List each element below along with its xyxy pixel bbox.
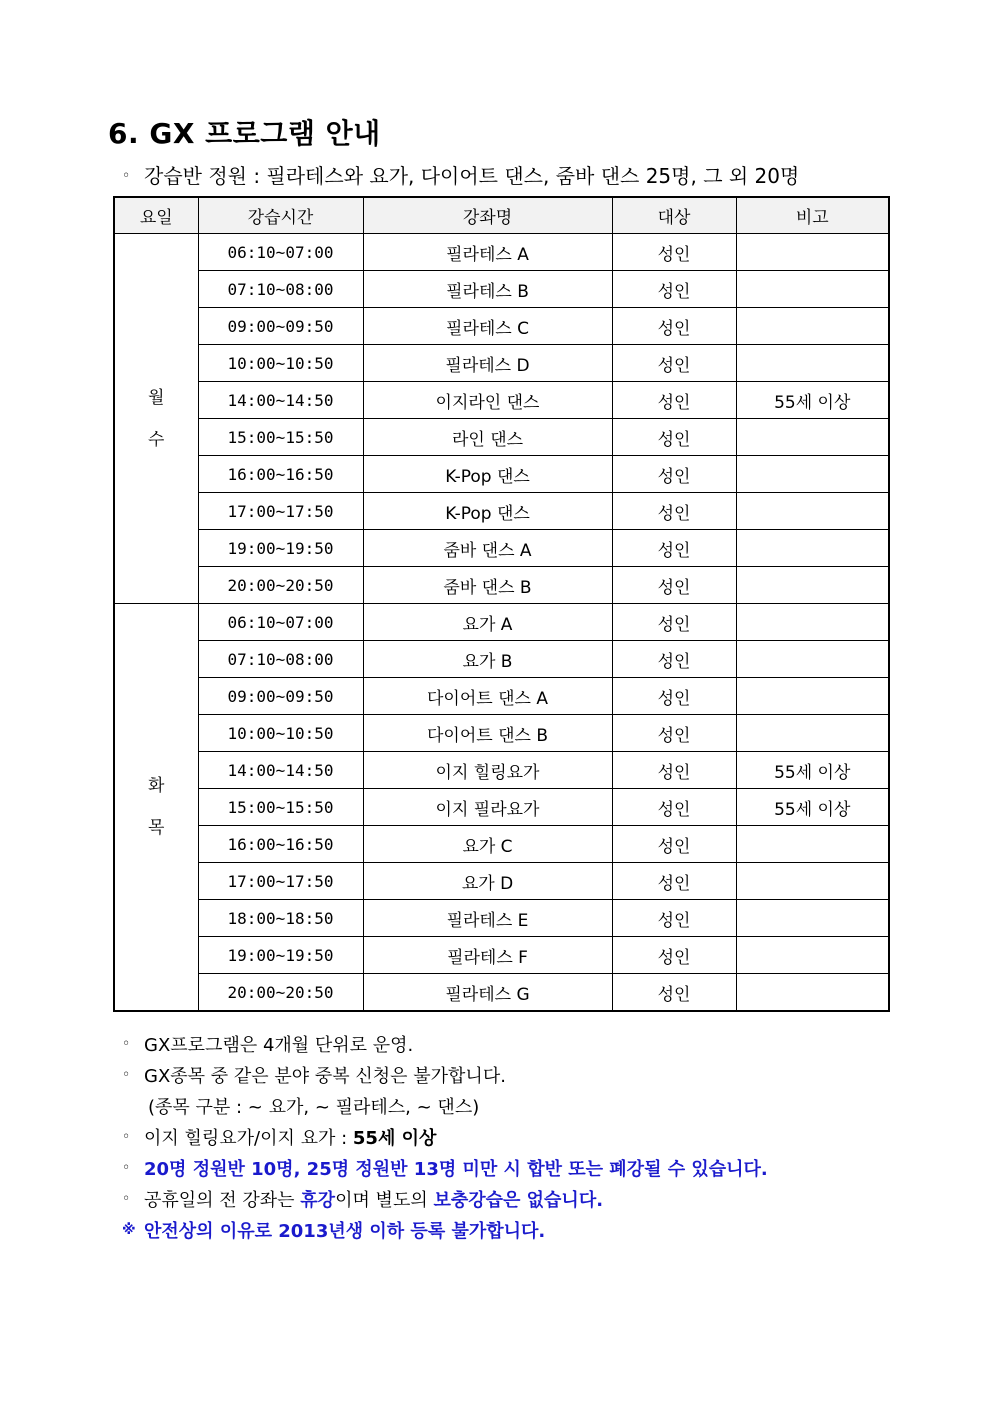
- note-emphasis-text: 휴강: [300, 1190, 336, 1211]
- table-row: [114, 974, 889, 1012]
- target-cell: 성인: [612, 641, 736, 678]
- note-cell: [736, 826, 889, 863]
- note-cell: [736, 900, 889, 937]
- target-cell: 성인: [612, 345, 736, 382]
- time-cell: 07:10~08:00: [198, 271, 363, 308]
- target-cell: 성인: [612, 382, 736, 419]
- day-cell: [114, 604, 198, 1012]
- target-cell: 성인: [612, 271, 736, 308]
- note-cell: [736, 937, 889, 974]
- table-row: [114, 715, 889, 752]
- note-text: 이며 별도의: [335, 1190, 434, 1211]
- note-text: 이지 힐링요가/이지 요가 :: [144, 1128, 353, 1149]
- note-emphasis-text: 보충강습은 없습니다.: [433, 1190, 604, 1211]
- target-cell: 성인: [612, 900, 736, 937]
- bullet-icon: ◦: [122, 167, 131, 184]
- time-cell: 16:00~16:50: [198, 456, 363, 493]
- bullet-icon: ◦: [122, 1128, 131, 1145]
- time-cell: 10:00~10:50: [198, 345, 363, 382]
- bullet-icon: ◦: [122, 1190, 131, 1207]
- note-item: [122, 1154, 768, 1185]
- time-cell: 09:00~09:50: [198, 678, 363, 715]
- target-cell: 성인: [612, 974, 736, 1012]
- time-cell: 18:00~18:50: [198, 900, 363, 937]
- warning-note: [122, 1216, 768, 1247]
- note-cell: [736, 271, 889, 308]
- time-cell: 06:10~07:00: [198, 234, 363, 271]
- course-cell: 요가 D: [363, 863, 612, 900]
- time-cell: 14:00~14:50: [198, 382, 363, 419]
- note-cell: [736, 345, 889, 382]
- target-cell: 성인: [612, 419, 736, 456]
- table-row: [114, 382, 889, 419]
- target-cell: 성인: [612, 937, 736, 974]
- header-time: 강습시간: [198, 197, 363, 234]
- target-cell: 성인: [612, 567, 736, 604]
- note-item: [122, 1092, 768, 1123]
- table-row: [114, 900, 889, 937]
- capacity-text: 강습반 정원 : 필라테스와 요가, 다이어트 댄스, 줌바 댄스 25명, 그 외 20명: [144, 164, 800, 188]
- target-cell: 성인: [612, 308, 736, 345]
- note-item: [122, 1030, 768, 1061]
- table-row: [114, 345, 889, 382]
- course-cell: 필라테스 F: [363, 937, 612, 974]
- table-row: [114, 604, 889, 641]
- header-target: 대상: [612, 197, 736, 234]
- bullet-icon: ◦: [122, 1066, 131, 1083]
- time-cell: 20:00~20:50: [198, 974, 363, 1012]
- time-cell: 15:00~15:50: [198, 789, 363, 826]
- course-cell: 라인 댄스: [363, 419, 612, 456]
- target-cell: 성인: [612, 678, 736, 715]
- note-text: 공휴일의 전 강좌는: [144, 1190, 301, 1211]
- course-cell: 줌바 댄스 A: [363, 530, 612, 567]
- note-item: [122, 1123, 768, 1154]
- capacity-line: [122, 160, 799, 189]
- target-cell: 성인: [612, 826, 736, 863]
- time-cell: 10:00~10:50: [198, 715, 363, 752]
- note-cell: [736, 641, 889, 678]
- time-cell: 20:00~20:50: [198, 567, 363, 604]
- time-cell: 17:00~17:50: [198, 493, 363, 530]
- course-cell: 필라테스 C: [363, 308, 612, 345]
- note-cell: [736, 567, 889, 604]
- table-row: [114, 456, 889, 493]
- time-cell: 16:00~16:50: [198, 826, 363, 863]
- time-cell: 09:00~09:50: [198, 308, 363, 345]
- table-row: [114, 493, 889, 530]
- target-cell: 성인: [612, 863, 736, 900]
- time-cell: 19:00~19:50: [198, 937, 363, 974]
- time-cell: 14:00~14:50: [198, 752, 363, 789]
- note-item: [122, 1061, 768, 1092]
- note-text: GX종목 중 같은 분야 중복 신청은 불가합니다.: [144, 1066, 506, 1087]
- course-cell: 다이어트 댄스 B: [363, 715, 612, 752]
- bullet-icon: ◦: [122, 1035, 131, 1052]
- course-cell: 필라테스 G: [363, 974, 612, 1012]
- schedule-body: [114, 234, 889, 1012]
- course-cell: 이지 필라요가: [363, 789, 612, 826]
- course-cell: 이지 힐링요가: [363, 752, 612, 789]
- note-cell: [736, 715, 889, 752]
- schedule-table: [113, 196, 890, 1012]
- table-row: [114, 937, 889, 974]
- day-label: 화: [148, 776, 165, 796]
- day-label: 월: [148, 387, 165, 408]
- time-cell: 06:10~07:00: [198, 604, 363, 641]
- day-label: 수: [148, 429, 165, 450]
- page-title: 6. GX 프로그램 안내: [108, 117, 381, 150]
- note-cell: [736, 234, 889, 271]
- target-cell: 성인: [612, 789, 736, 826]
- note-cell: [736, 863, 889, 900]
- table-row: [114, 752, 889, 789]
- notes-section: [122, 1030, 768, 1247]
- target-cell: 성인: [612, 456, 736, 493]
- target-cell: 성인: [612, 715, 736, 752]
- time-cell: 19:00~19:50: [198, 530, 363, 567]
- note-cell: [736, 456, 889, 493]
- table-header-row: [114, 197, 889, 234]
- note-text: GX프로그램은 4개월 단위로 운영.: [144, 1035, 414, 1056]
- note-cell: [736, 678, 889, 715]
- note-emphasis-text: 20명 정원반 10명, 25명 정원반 13명 미만 시 합반 또는 폐강될 수 있습니다.: [144, 1159, 768, 1180]
- note-text: (종목 구분 : ~ 요가, ~ 필라테스, ~ 댄스): [148, 1097, 480, 1118]
- note-cell: [736, 308, 889, 345]
- note-cell: [736, 530, 889, 567]
- target-cell: 성인: [612, 493, 736, 530]
- bullet-icon: ◦: [122, 1159, 131, 1176]
- course-cell: 줌바 댄스 B: [363, 567, 612, 604]
- note-cell: 55세 이상: [736, 752, 889, 789]
- course-cell: 필라테스 B: [363, 271, 612, 308]
- time-cell: 15:00~15:50: [198, 419, 363, 456]
- table-row: [114, 863, 889, 900]
- note-cell: [736, 974, 889, 1012]
- course-cell: 필라테스 A: [363, 234, 612, 271]
- course-cell: 요가 B: [363, 641, 612, 678]
- target-cell: 성인: [612, 530, 736, 567]
- note-bold-text: 55세 이상: [352, 1128, 437, 1149]
- course-cell: 필라테스 E: [363, 900, 612, 937]
- time-cell: 17:00~17:50: [198, 863, 363, 900]
- table-row: [114, 641, 889, 678]
- header-course: 강좌명: [363, 197, 612, 234]
- header-note: 비고: [736, 197, 889, 234]
- course-cell: K-Pop 댄스: [363, 493, 612, 530]
- header-day: 요일: [114, 197, 198, 234]
- warning-text: 안전상의 이유로 2013년생 이하 등록 불가합니다.: [144, 1221, 546, 1242]
- table-row: [114, 271, 889, 308]
- day-cell: [114, 234, 198, 604]
- course-cell: 이지라인 댄스: [363, 382, 612, 419]
- course-cell: 다이어트 댄스 A: [363, 678, 612, 715]
- table-row: [114, 678, 889, 715]
- table-row: [114, 419, 889, 456]
- time-cell: 07:10~08:00: [198, 641, 363, 678]
- note-item: [122, 1185, 768, 1216]
- table-row: [114, 826, 889, 863]
- note-cell: [736, 419, 889, 456]
- note-cell: [736, 604, 889, 641]
- table-row: [114, 789, 889, 826]
- course-cell: 필라테스 D: [363, 345, 612, 382]
- note-cell: 55세 이상: [736, 382, 889, 419]
- note-cell: [736, 493, 889, 530]
- note-cell: 55세 이상: [736, 789, 889, 826]
- table-row: [114, 308, 889, 345]
- table-row: [114, 234, 889, 271]
- target-cell: 성인: [612, 234, 736, 271]
- target-cell: 성인: [612, 752, 736, 789]
- course-cell: K-Pop 댄스: [363, 456, 612, 493]
- course-cell: 요가 A: [363, 604, 612, 641]
- course-cell: 요가 C: [363, 826, 612, 863]
- table-row: [114, 530, 889, 567]
- target-cell: 성인: [612, 604, 736, 641]
- day-label: 목: [148, 818, 165, 838]
- table-row: [114, 567, 889, 604]
- warning-icon: ※: [122, 1221, 136, 1238]
